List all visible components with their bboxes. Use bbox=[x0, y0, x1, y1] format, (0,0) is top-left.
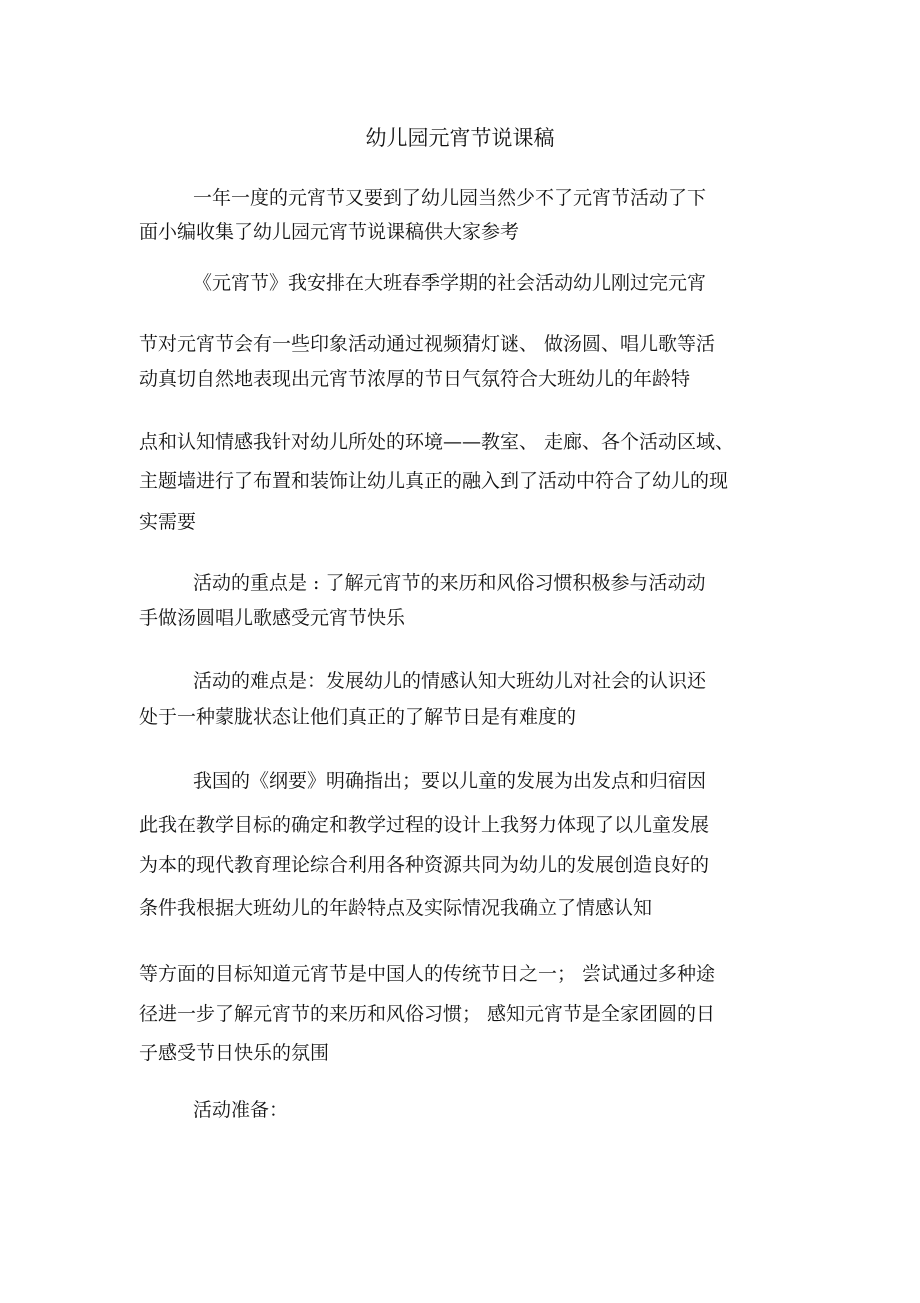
paragraph-line: 手做汤圆唱儿歌感受元宵节快乐 bbox=[139, 607, 406, 629]
paragraph-line: 活动的重点是 : 了解元宵节的来历和风俗习惯积极参与活动动 bbox=[193, 572, 706, 594]
paragraph-line: 子感受节日快乐的氛围 bbox=[139, 1042, 330, 1064]
paragraph-line: 等方面的目标知道元宵节是中国人的传统节日之一； 尝试通过多种途 bbox=[139, 963, 716, 985]
paragraph-line: 条件我根据大班幼儿的年龄特点及实际情况我确立了情感认知 bbox=[139, 897, 653, 919]
paragraph-line: 处于一种蒙胧状态让他们真正的了解节日是有难度的 bbox=[139, 706, 577, 728]
paragraph-line: 我国的《纲要》明确指出；要以儿童的发展为出发点和归宿因 bbox=[193, 770, 707, 792]
paragraph-line: 面小编收集了幼儿园元宵节说课稿供大家参考 bbox=[139, 221, 520, 243]
paragraph-line: 节对元宵节会有一些印象活动通过视频猜灯谜、 做汤圆、唱儿歌等活 bbox=[139, 333, 716, 355]
paragraph-line: 此我在教学目标的确定和教学过程的设计上我努力体现了以儿童发展 bbox=[139, 814, 710, 836]
paragraph-line: 径进一步了解元宵节的来历和风俗习惯； 感知元宵节是全家团圆的日 bbox=[139, 1003, 716, 1025]
paragraph-line: 点和认知情感我针对幼儿所处的环境——教室、 走廊、各个活动区域、 bbox=[139, 431, 735, 453]
paragraph-line: 《元宵节》我安排在大班春季学期的社会活动幼儿刚过完元宵 bbox=[193, 272, 707, 294]
paragraph-line: 动真切自然地表现出元宵节浓厚的节日气氛符合大班幼儿的年龄特 bbox=[139, 368, 691, 390]
paragraph-line: 实需要 bbox=[139, 511, 197, 533]
paragraph-line: 为本的现代教育理论综合利用各种资源共同为幼儿的发展创造良好的 bbox=[139, 854, 710, 876]
paragraph-line: 活动的难点是：发展幼儿的情感认知大班幼儿对社会的认识还 bbox=[193, 670, 707, 692]
paragraph-line: 主题墙进行了布置和装饰让幼儿真正的融入到了活动中符合了幼儿的现 bbox=[139, 470, 729, 492]
paragraph-line: 一年一度的元宵节又要到了幼儿园当然少不了元宵节活动了下 bbox=[193, 187, 707, 209]
document-title: 幼儿园元宵节说课稿 bbox=[365, 126, 555, 150]
paragraph-line: 活动准备： bbox=[193, 1099, 289, 1121]
